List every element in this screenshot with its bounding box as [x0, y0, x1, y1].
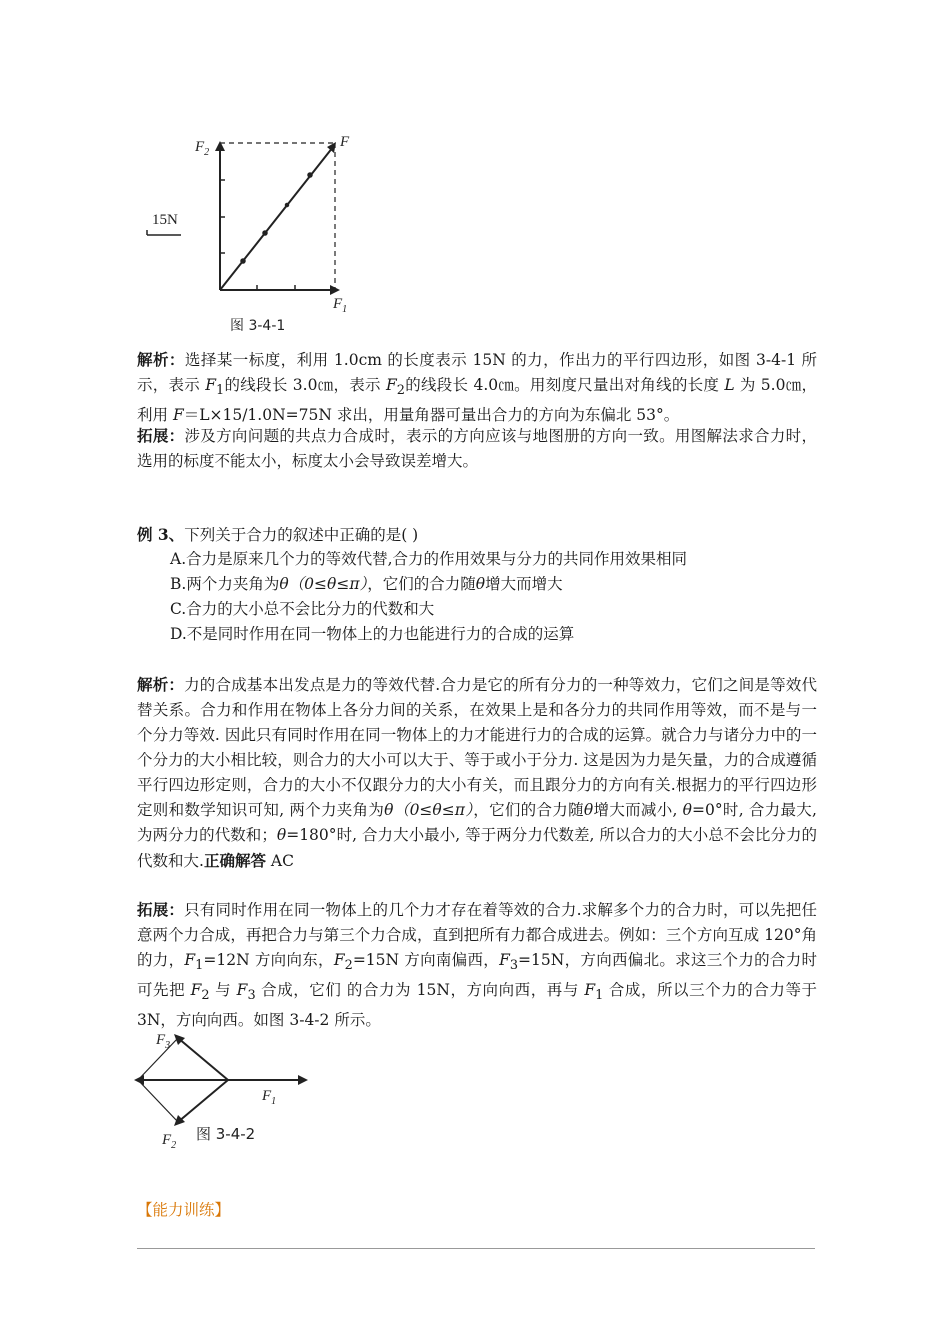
figure-3-4-1 [135, 125, 370, 340]
label-f2: $F_2$ [162, 1132, 177, 1151]
label-f2: $F_2$ [195, 139, 210, 158]
option-c: C.合力的大小总不会比分力的代数和大 [170, 600, 435, 618]
page-rule [137, 1248, 815, 1249]
label-f1: $F_1$ [333, 296, 348, 315]
f3-vector [178, 1038, 228, 1080]
f2-vector [178, 1080, 228, 1122]
figure-3-4-2 [130, 1028, 330, 1153]
extension-2: 拓展：只有同时作用在同一物体上的几个力才存在着等效的合力.求解多个力的合力时，可以先把任意两个力合成，再把合力与第三个力合成，直到把所有力都合成进去。例如：三个方向互成 120°角的力，$F_1=12N$ 方向向东，$F_2=15N$ 方向南偏西，$F_3=15N$，方向西偏北。求这三个力的合力时可先把 $F_2$ 与 $F_3$ 合成，它们 的合力为 15N，方向向西，再与 $F_1$ 合成，所以三个力的合力等于 3N，方向向西。如图 3-4-2 所示。 [137, 900, 818, 1030]
example-label: 例 3、 [137, 525, 185, 544]
option-d: D.不是同时作用在同一物体上的力也能进行力的合成的运算 [170, 625, 575, 643]
extension-label: 拓展： [137, 426, 185, 445]
label-f1: $F_1$ [262, 1088, 277, 1107]
resultant-f [220, 147, 333, 290]
section-heading: 【能力训练】 [137, 1201, 231, 1219]
example-3-question: 例 3、下列关于合力的叙述中正确的是( ) [137, 525, 419, 544]
scale-label: 15N [152, 212, 178, 228]
solution-1: 解析：选择某一标度，利用 1.0cm 的长度表示 15N 的力，作出力的平行四边形，如图 3-4-1 所示，表示 $F_1$的线段长 3.0㎝，表示 $F_2$的线段长 4.0㎝。用刻度尺量出对角线的长度 L 为 5.0㎝，利用 F＝L×15/1.0N=75N 求出，用量角器可量出合力的方向为东偏北 53°。 [137, 350, 817, 425]
figure2-caption: 图 3-4-2 [196, 1125, 256, 1143]
extension-1: 拓展：涉及方向问题的共点力合成时，表示的方向应该与地图册的方向一致。用图解法求合力时，选用的标度不能太小，标度太小会导致误差增大。 [137, 426, 817, 470]
solution-2: 解析：力的合成基本出发点是力的等效代替.合力是它的所有分力的一种等效力，它们之间是等效代替关系。合力和作用在物体上各分力间的关系，在效果上是和各分力的共同作用等效，而不是与一个分力等效. 因此只有同时作用在同一物体上的力才能进行力的合成的运算。就合力与诸分力中的一个分力的大小相比较，则合力的大小可以大于、等于或小于分力. 这是因为力是矢量，力的合成遵循平行四边形定则，合力的大小不仅跟分力的大小有关，而且跟分力的方向有关.根据力的平行四边形定则和数学知识可知, 两个力夹角为θ（0≤θ≤π），它们的合力随θ增大而减小, θ=0°时, 合力最大, 为两分力的代数和；θ=180°时, 合力大小最小, 等于两分力代数差, 所以合力的大小总不会比分力的代数和大.正确解答 AC [137, 675, 817, 870]
label-f: F [340, 134, 350, 150]
option-a: A.合力是原来几个力的等效代替,合力的作用效果与分力的共同作用效果相同 [170, 550, 688, 568]
solution-label: 解析： [137, 350, 185, 369]
answer-value: AC [265, 852, 294, 870]
label-f3: $F_3$ [156, 1032, 171, 1051]
option-b: B.两个力夹角为θ（0≤θ≤π），它们的合力随θ增大而增大 [170, 575, 563, 593]
figure1-caption: 图 3-4-1 [230, 318, 286, 334]
answer-label: 正确解答 [203, 851, 266, 870]
